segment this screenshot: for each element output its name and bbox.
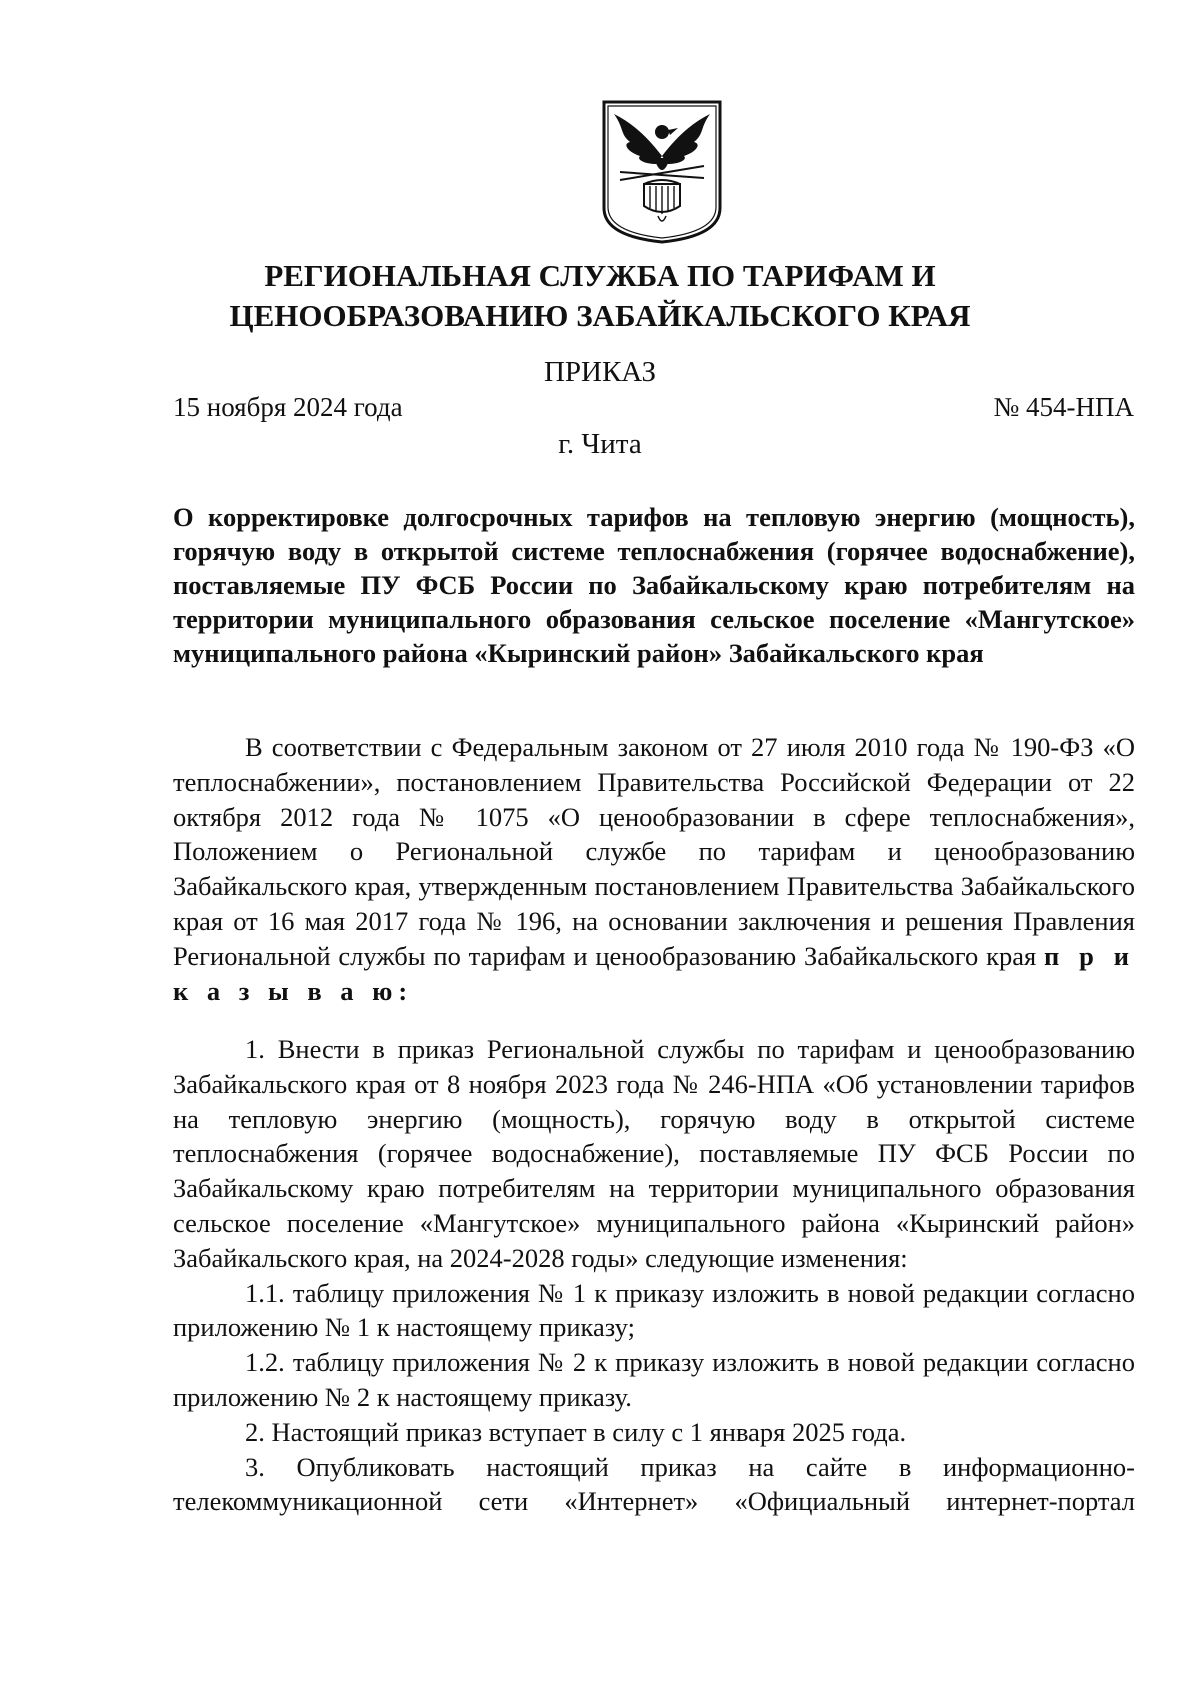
item-2: 2. Настоящий приказ вступает в силу с 1 января 2025 года. (245, 1416, 907, 1447)
item-1-1: 1.1. таблицу приложения № 1 к приказу изложить в новой редакции согласно приложению № 1 к настоящему приказу; (173, 1277, 1135, 1343)
preamble-paragraph (173, 730, 1135, 1008)
title-line-2: ЦЕНООБРАЗОВАНИЮ ЗАБАЙКАЛЬСКОГО КРАЯ (229, 298, 971, 333)
preamble (173, 730, 1135, 1008)
item-1-2: 1.2. таблицу приложения № 2 к приказу изложить в новой редакции согласно приложению № 2 к настоящему приказу. (173, 1347, 1135, 1412)
document-city: г. Чита (558, 428, 642, 460)
document-number: № 454-НПА (993, 392, 1134, 422)
document-date: 15 ноября 2024 года (173, 392, 403, 422)
title-line-1: РЕГИОНАЛЬНАЯ СЛУЖБА ПО ТАРИФАМ И (264, 258, 936, 293)
item-3: 3. Опубликовать настоящий приказ на сайте в информационно-телекоммуникационной сети «Интернет» «Официальный интернет-портал (173, 1451, 1135, 1517)
order-items (173, 1032, 1135, 1519)
item-1: 1. Внести в приказ Региональной службы по тарифам и ценообразованию Забайкальского края от 8 ноября 2023 года № 246-НПА «Об установлении тарифов на тепловую энергию (мощность), горячую воду в открытой системе теплоснабжения (горячее водоснабжение), поставляемые ПУ ФСБ России по Забайкальскому краю потребителям на территории муниципального образования сельское поселение «Мангутское» муниципального района «Кыринский район» Забайкальского края, на 2024-2028 годы» следующие изменения: (173, 1034, 1135, 1273)
directive-word: п р и к а з ы в а ю: (173, 940, 1135, 1006)
document-subject: О корректировке долгосрочных тарифов на тепловую энергию (мощность), горячую воду в открытой системе теплоснабжения (горячее водоснабжение), поставляемые ПУ ФСБ России по Забайкальскому краю потребителям на территории муниципального образования сельское поселение «Мангутское» муниципального района «Кыринский район» Забайкальского края (173, 502, 1135, 668)
preamble-text: В соответствии с Федеральным законом от 27 июля 2010 года № 190-ФЗ «О теплоснабжении», постановлением Правительства Российской Федерации от 22 октября 2012 года № 1075 «О ценообразовании в сфере теплоснабжения», Положением о Региональной службе по тарифам и ценообразованию Забайкальского края, утвержденным постановлением Правительства Забайкальского края от 16 мая 2017 года № 196, на основании заключения и решения Правления Региональной службы по тарифам и ценообразованию Забайкальского края (173, 732, 1135, 971)
coat-of-arms-emblem (600, 98, 724, 244)
document-type: ПРИКАЗ (543, 356, 657, 388)
organization-title (0, 256, 1200, 336)
